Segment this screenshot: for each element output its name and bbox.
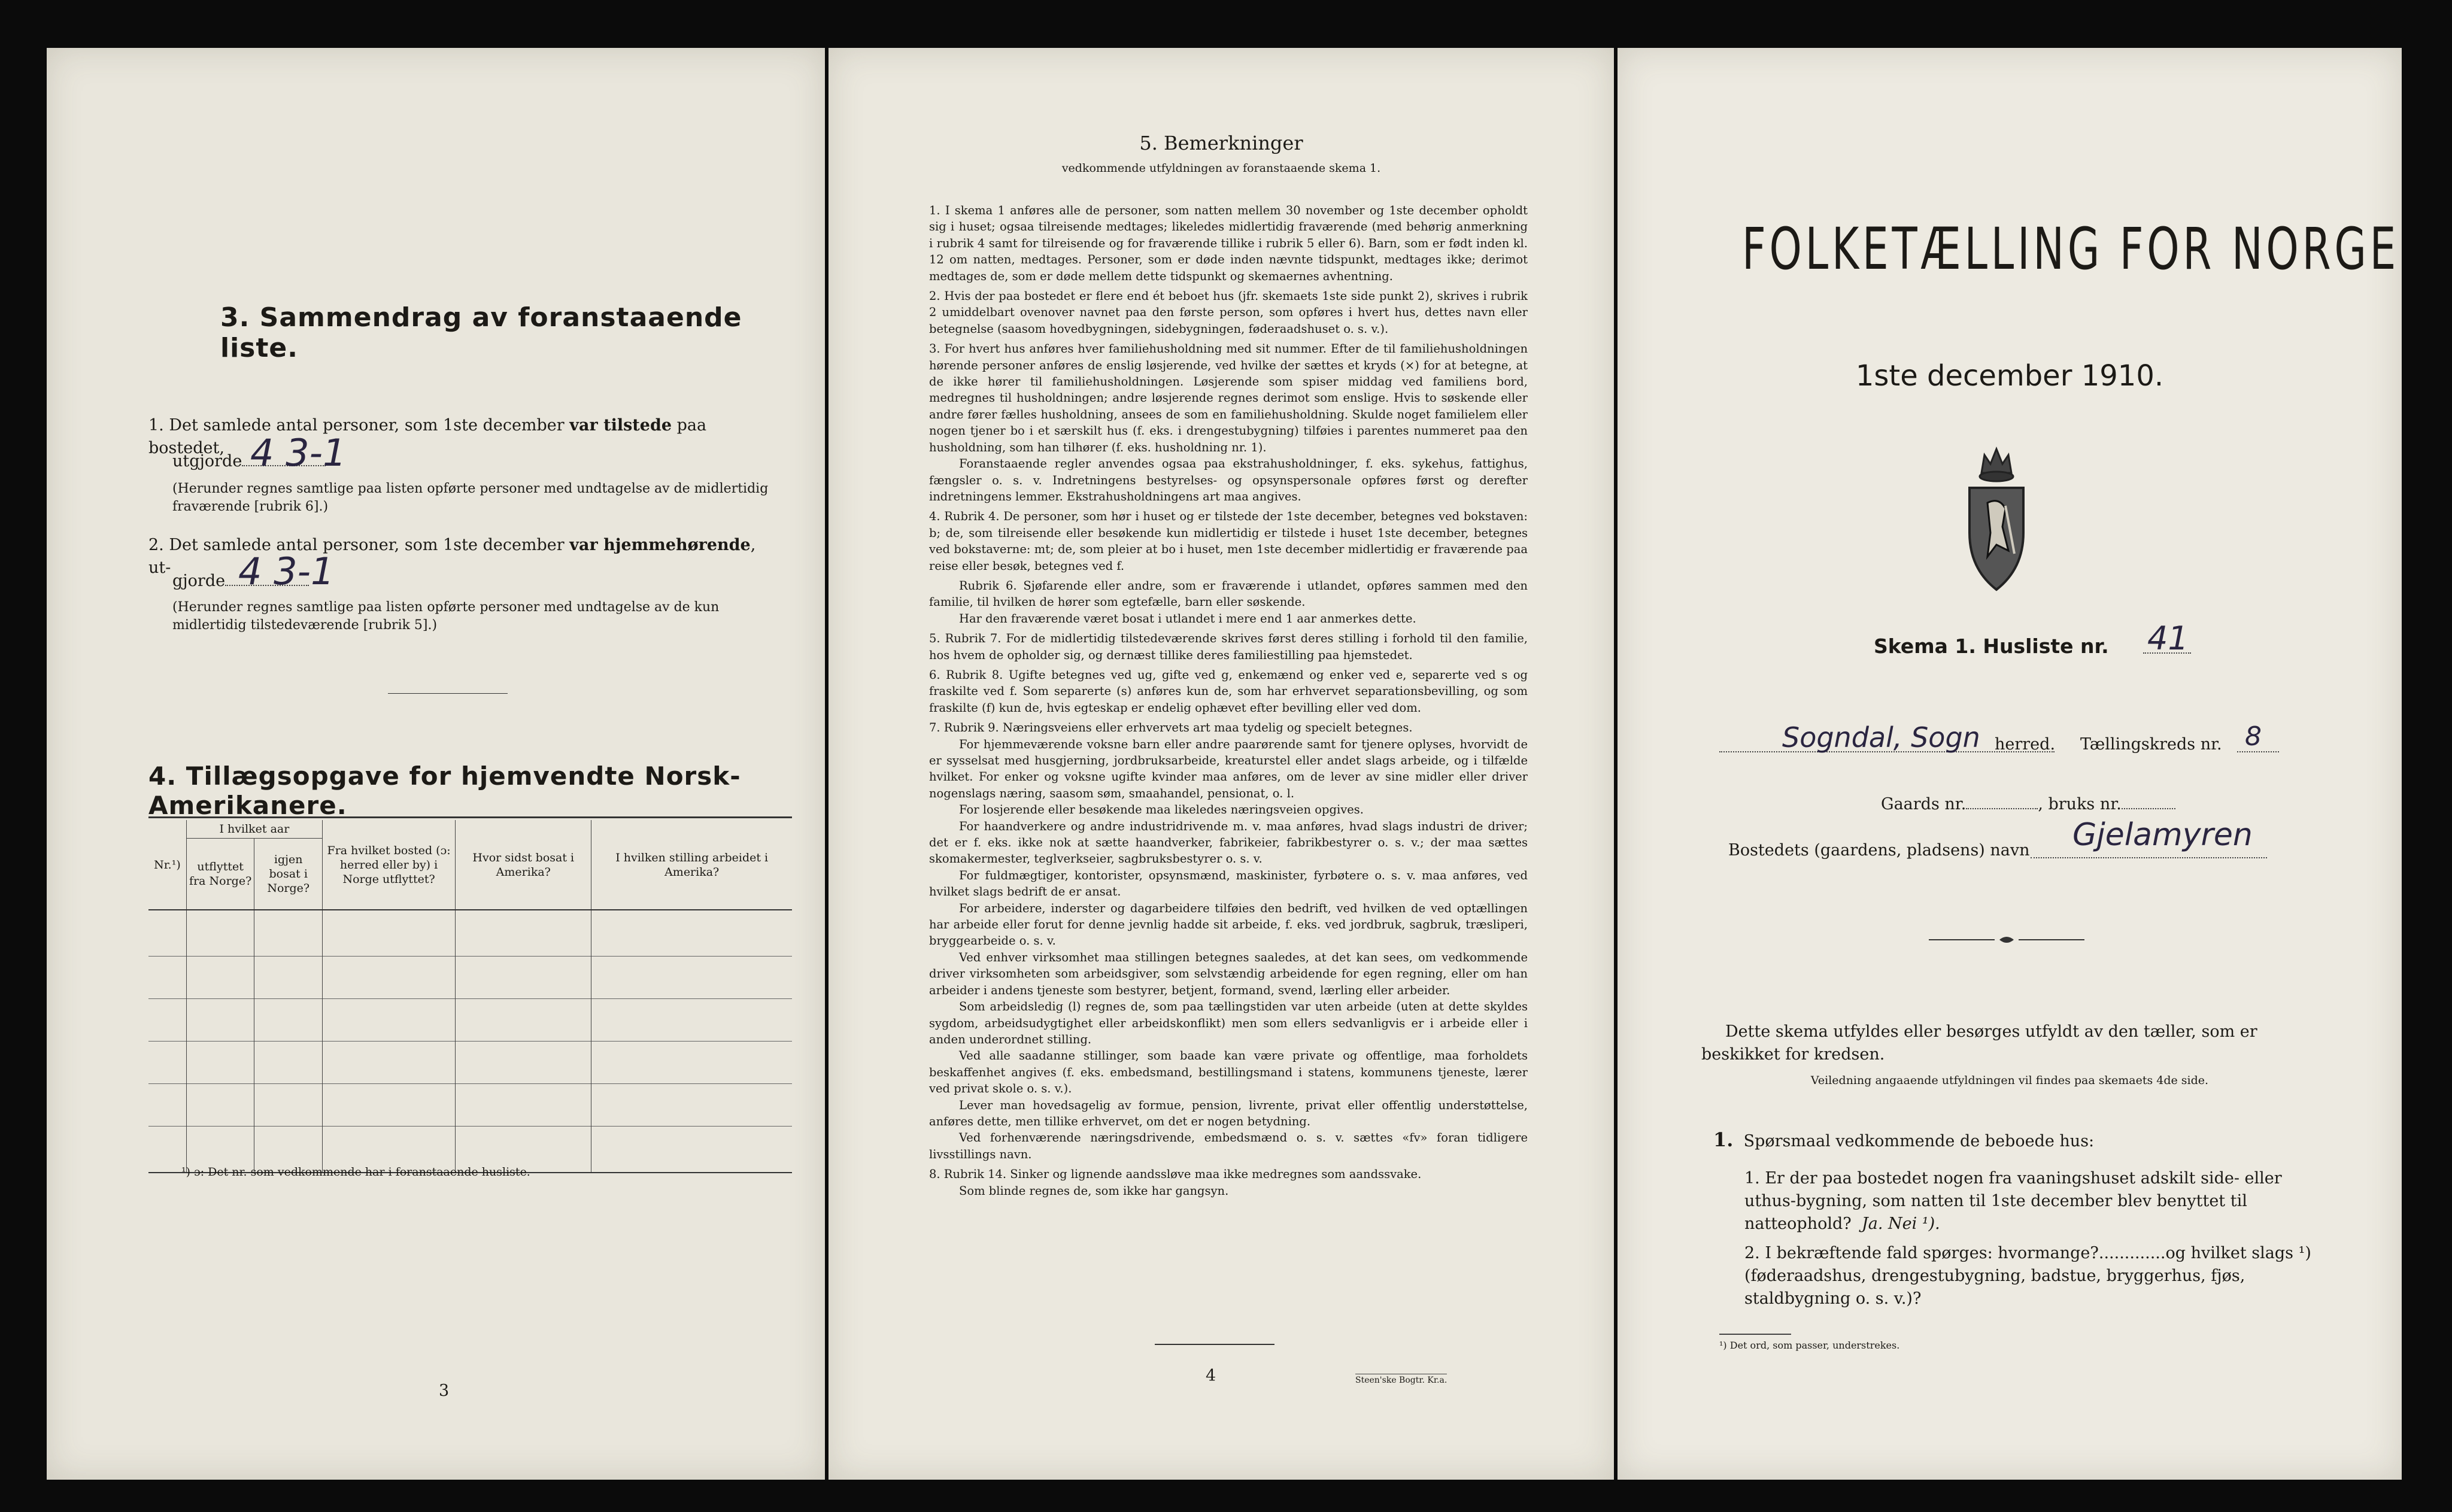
remark-7i: Lever man hovedsagelig av formue, pension, livrente, privat eller offentlig understøttelse, anføres dette, men tillike erhvervet, om det er nogen betydning.: [929, 1098, 1528, 1128]
col-group-aar: I hvilket aar: [186, 820, 322, 838]
skema-label: Skema 1. Husliste nr.: [1874, 634, 2109, 658]
page-number-middle: 4: [1206, 1367, 1216, 1385]
remark-7j: Ved forhenværende næringsdrivende, embedsmænd o. s. v. sættes «fv» foran tidligere livsstillings navn.: [929, 1131, 1528, 1161]
page-middle: [829, 48, 1614, 1480]
remark-7c: For haandverkere og andre industridrivende m. v. maa anføres, hvad slags industri de driver; det er f. eks. ikke nok at sætte haandverker, fabrikeier, fabrikbestyrer o. s. v.; der maa sættes skomakermester, teglverkseier, sagbruksbestyrer o. s. v.: [929, 819, 1528, 866]
summary-item-1: 1. Det samlede antal personer, som 1ste december var tilstede paa bostedet,: [148, 416, 707, 457]
remarks-subtitle: vedkommende utfyldningen av foranstaaende skema 1.: [1061, 162, 1381, 175]
summary-item-2: 2. Det samlede antal personer, som 1ste december var hjemmehørende, ut-: [148, 536, 756, 577]
remark-7e: For arbeidere, inderster og dagarbeidere tilføies den bedrift, ved hvilken de ved optællingen har arbeide eller forut for denne jevnlig hadde sit arbeide, f. eks. ved jordbruk, sagbruk, træsliperi, bryggearbeide o. s. v.: [929, 901, 1528, 948]
remark-8b: Som blinde regnes de, som ikke har gangsyn.: [959, 1183, 1229, 1198]
col-stilling: I hvilken stilling arbeidet i Amerika?: [591, 820, 792, 910]
veiledning-text: Veiledning angaaende utfyldningen vil findes paa skemaets 4de side.: [1810, 1074, 2209, 1087]
page-left: [47, 48, 825, 1480]
section4-title: 4. Tillægsopgave for hjemvendte Norsk-Amerikanere.: [148, 761, 741, 820]
remarks-title: 5. Bemerkninger: [1139, 132, 1303, 154]
remark-1: 1. I skema 1 anføres alle de personer, som natten mellem 30 november og 1ste december opholdt sig i huset; ogsaa tilreisende medtages; likeledes midlertidig fraværende (med behørig anmerkning i rubrik 4 samt for tilreisende og for fraværende tillike i rubrik 5 eller 6). Barn, som er født inden kl. 12 om natten, medtages. Personer, som er døde inden nævnte tidspunkt, medtages ikke; derimot medtages de, som er døde mellem dette tidspunkt og skemaernes avhentning.: [929, 204, 1528, 283]
divider-bottom: [1155, 1344, 1274, 1345]
herred-handwritten: Sogndal, Sogn: [1782, 721, 1980, 754]
bosted-line: [2031, 857, 2267, 858]
remark-7h: Ved alle saadanne stillinger, som baade kan være private og offentlige, maa forholdets beskaffenhet angives (f. eks. embedsmand, bestillingsmand i statens, kommunens tjeneste, lærer ved privat skole o. s. v.).: [929, 1049, 1528, 1096]
remark-3b: Foranstaaende regler anvendes ogsaa paa ekstrahusholdninger, f. eks. sykehus, fattighus, fængsler o. s. v. Indretningens bestyrelses- og opsynspersonale opføres først og derefter indretningens lemmer. Ekstrahusholdningens art maa angives.: [929, 457, 1528, 503]
printer-mark: Steen'ske Bogtr. Kr.a.: [1355, 1374, 1447, 1385]
remark-7g: Som arbeidsledig (l) regnes de, som paa tællingstiden var uten arbeide (uten at dette skyldes sygdom, arbeidsudygtighet eller arbeidskonflikt) men som ellers sedvanligvis er i arbeide eller i anden underordnet stilling.: [929, 1000, 1528, 1046]
right-footnote: ¹) Det ord, som passer, understrekes.: [1719, 1340, 1900, 1351]
gaards-label: Gaards nr. , bruks nr.: [1881, 793, 2175, 816]
table-footnote: ¹) ɔ: Det nr. som vedkommende har i foranstaaende husliste.: [181, 1165, 530, 1179]
bosted-handwritten: Gjelamyren: [2072, 817, 2253, 853]
coat-of-arms-icon: [1964, 431, 2029, 599]
ornament-divider: [1929, 934, 2084, 948]
summary-item-1-value-row: utgjorde: [172, 450, 326, 473]
kreds-label: Tællingskreds nr.: [2080, 735, 2222, 754]
page-right: [1618, 48, 2402, 1480]
remark-8: 8. Rubrik 14. Sinker og lignende aandssløve maa ikke medregnes som aandssvake.: [929, 1167, 1422, 1182]
divider: [388, 693, 508, 694]
remark-3: 3. For hvert hus anføres hver familiehusholdning med sit nummer. Efter de til familiehusholdningen hørende personer anføres de enslig løsjerende, ved hvilke der sættes et kryds (×) for at betegne, at de ikke hører til familiehusholdningen. Løsjerende som spiser middag ved familiens bord, medregnes til husholdningen; andre løsjerende regnes derimot som enslige. Hvis to søskende eller andre fører fælles husholdning, ansees de som en familiehusholdning. Skulde noget familielem eller nogen tjener bo i et særskilt hus (f. eks. i drengestubygning) tilføies i parentes nummeret paa den husholdning, som han tilhører (f. eks. husholdning nr. 1).: [929, 342, 1528, 454]
summary-item-2-note: (Herunder regnes samtlige paa listen opførte personer med undtagelse av de kun midlertidig tilstedeværende [rubrik 5].): [172, 600, 720, 633]
section3-title: 3. Sammendrag av foranstaaende liste.: [220, 302, 742, 363]
table-top-rule: [148, 816, 792, 818]
census-title: FOLKETÆLLING FOR NORGE: [1742, 215, 2400, 283]
question-1: 1. Er der paa bostedet nogen fra vaaningshuset adskilt side- eller uthus-bygning, som natten til 1ste december blev benyttet til natteophold? Ja. Nei ¹).: [1744, 1169, 2282, 1233]
remarks-body: [929, 202, 1528, 1199]
col-fra-bosted: Fra hvilket bosted (ɔ: herred eller by) i Norge utflyttet?: [322, 820, 455, 910]
bosted-label: Bostedets (gaardens, pladsens) navn: [1728, 841, 2030, 860]
summary-item-1-note: (Herunder regnes samtlige paa listen opførte personer med undtagelse av de midlertidig fraværende [rubrik 6].): [172, 481, 769, 514]
col-hvor-sidst: Hvor sidst bosat i Amerika?: [456, 820, 591, 910]
remark-4-bosat: Har den fraværende været bosat i utlandet i mere end 1 aar anmerkes dette.: [959, 611, 1416, 626]
remark-4-rubrik6: Rubrik 6. Sjøfarende eller andre, som er fraværende i utlandet, opføres sammen med den familie, til hvilken de hører som egtefælle, barn eller søskende.: [929, 578, 1528, 609]
col-utflyttet: utflyttet fra Norge?: [186, 838, 254, 910]
census-date: 1ste december 1910.: [1855, 359, 2164, 393]
remark-7d: For fuldmægtiger, kontorister, opsynsmænd, maskinister, fyrbøtere o. s. v. maa anføres, ved hvilket slags bedrift de er ansat.: [929, 868, 1528, 899]
kreds-nr: 8: [2245, 721, 2262, 752]
question-2: 2. I bekræftende fald spørges: hvormange?.............og hvilket slags ¹) (føderaadshus, drengestubygning, badstue, bryggerhus, fjøs, staldbygning o. s. v.)?: [1744, 1244, 2311, 1308]
remark-4: 4. Rubrik 4. De personer, som hør i huset og er tilstede der 1ste december, betegnes ved bokstaven: b; de, som tilreisende eller besøkende kun midlertidig er tilstede i huset 1ste december, betegnes ved bokstaverne: mt; de, som pleier at bo i huset, men 1ste december midlertidig er fraværende paa reise eller besøk, betegnes ved f.: [929, 509, 1528, 573]
page-number-left: 3: [439, 1382, 450, 1400]
remark-7a: For hjemmeværende voksne barn eller andre paarørende samt for tjenere oplyses, hvorvidt de er sysselsat med husgjerning, jordbruksarbeide, kreaturstel eller andet slags arbeide, og i tilfælde hvilket. For enker og voksne ugifte kvinder maa anføres, om de lever av sine midler eller driver nogenslags næring, saasom søm, smaahandel, pensionat, o. l.: [929, 737, 1528, 800]
col-igjen: igjen bosat i Norge?: [254, 838, 323, 910]
remark-5: 5. Rubrik 7. For de midlertidig tilstedeværende skrives først deres stilling i forhold til den familie, hos hvem de opholder sig, og dernæst tillike deres familiestilling paa hjemstedet.: [929, 631, 1528, 662]
herred-label: herred.: [1995, 735, 2056, 754]
col-nr: Nr.¹): [154, 858, 181, 872]
intro-text: Dette skema utfyldes eller besørges utfyldt av den tæller, som er beskikket for kredsen.: [1701, 1022, 2257, 1064]
summary-item-2-value-row: gjorde: [172, 570, 309, 593]
husliste-nr: 41: [2147, 620, 2189, 657]
remark-6: 6. Rubrik 8. Ugifte betegnes ved ug, gifte ved g, enkemænd og enker ved e, separerte ved s og fraskilte ved f. Som separerte (s) anføres kun de, som har erhvervet separationsbevilling, og som fraskilte (f) kun de, hvis egteskap er endelig ophævet efter bevilling eller ved dom.: [929, 667, 1528, 715]
norsk-amerikanere-table: [148, 820, 792, 1173]
remark-7f: Ved enhver virksomhet maa stillingen betegnes saaledes, at det kan sees, om vedkommende driver virksomheten som arbeidsgiver, som selvstændig arbeidende for egen regning, eller om han arbeider i andens tjeneste som bestyrer, betjent, formand, svend, lærling eller arbeider.: [929, 950, 1528, 997]
summary-item-2-handwritten: 4 3-1: [238, 549, 335, 593]
remark-7b: For losjerende eller besøkende maa likeledes næringsveien opgives.: [959, 803, 1364, 817]
remark-2: 2. Hvis der paa bostedet er flere end ét beboet hus (jfr. skemaets 1ste side punkt 2), skrives i rubrik 2 umiddelbart ovenover navnet paa den første person, som opføres i hvert hus, dettes navn eller betegnelse (saasom hovedbygningen, sidebygningen, føderaadshuset o. s. v.).: [929, 289, 1528, 336]
remark-7: 7. Rubrik 9. Næringsveiens eller erhvervets art maa tydelig og specielt betegnes.: [929, 721, 1413, 735]
footnote-rule: [1719, 1334, 1791, 1335]
summary-item-1-handwritten: 4 3-1: [250, 431, 347, 475]
question-heading: 1. Spørsmaal vedkommende de beboede hus:: [1713, 1128, 2095, 1151]
